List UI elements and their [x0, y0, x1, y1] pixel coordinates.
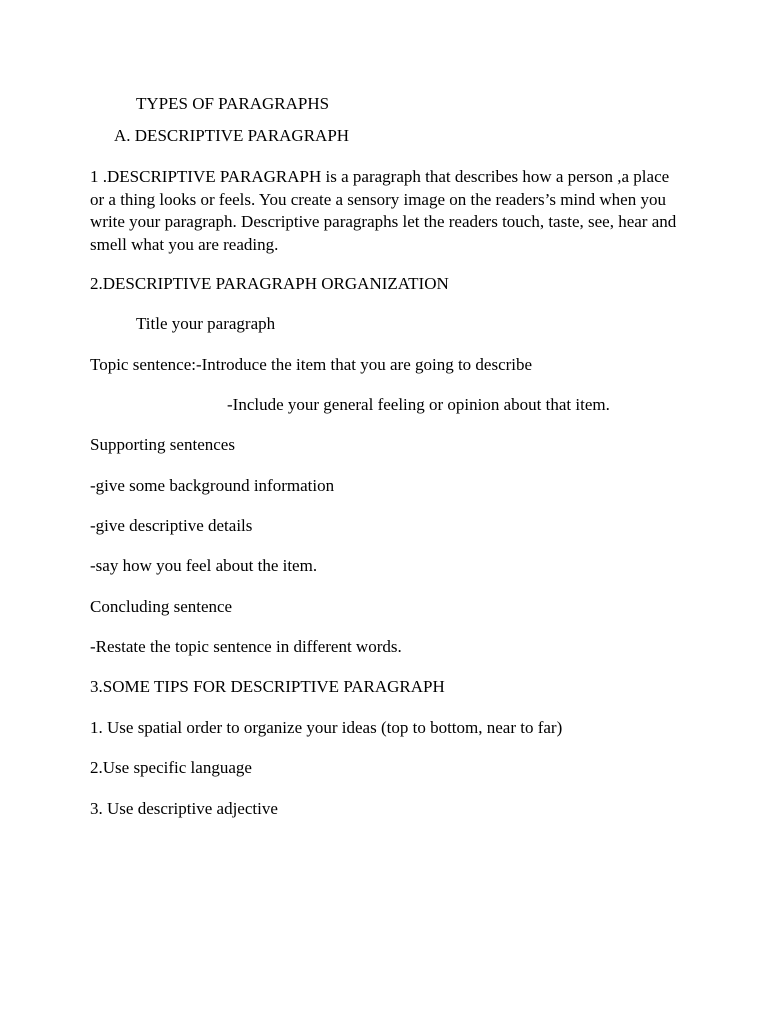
title-instruction: Title your paragraph [136, 314, 276, 333]
concluding-sentence-heading: Concluding sentence [90, 597, 233, 616]
tip-item: 2.Use specific language [90, 758, 252, 777]
supporting-item: -give some background information [90, 476, 335, 495]
supporting-sentences-heading: Supporting sentences [90, 435, 235, 454]
section-heading-a: A. DESCRIPTIVE PARAGRAPH [114, 126, 350, 145]
paragraph-line: or a thing looks or feels. You create a sensory image on the readers’s mind when you [90, 189, 666, 209]
tips-heading: 3.SOME TIPS FOR DESCRIPTIVE PARAGRAPH [90, 677, 445, 696]
tip-item: 3. Use descriptive adjective [90, 799, 278, 818]
supporting-item: -say how you feel about the item. [90, 556, 318, 575]
paragraph-line: 1 .DESCRIPTIVE PARAGRAPH is a paragraph that describes how a person ,a place [90, 167, 670, 186]
paragraph-line: write your paragraph. Descriptive paragraphs let the readers touch, taste, see, hear and [90, 212, 677, 231]
descriptive-definition-paragraph [90, 166, 710, 256]
topic-sentence-subline: -Include your general feeling or opinion about that item. [227, 395, 610, 414]
supporting-item: -give descriptive details [90, 516, 253, 535]
organization-heading: 2.DESCRIPTIVE PARAGRAPH ORGANIZATION [90, 274, 449, 293]
document-title: TYPES OF PARAGRAPHS [136, 94, 330, 113]
paragraph-line: smell what you are reading. [90, 234, 279, 254]
concluding-item: -Restate the topic sentence in different words. [90, 637, 402, 656]
tip-item: 1. Use spatial order to organize your ideas (top to bottom, near to far) [90, 718, 563, 737]
topic-sentence-line: Topic sentence:-Introduce the item that you are going to describe [90, 355, 533, 374]
